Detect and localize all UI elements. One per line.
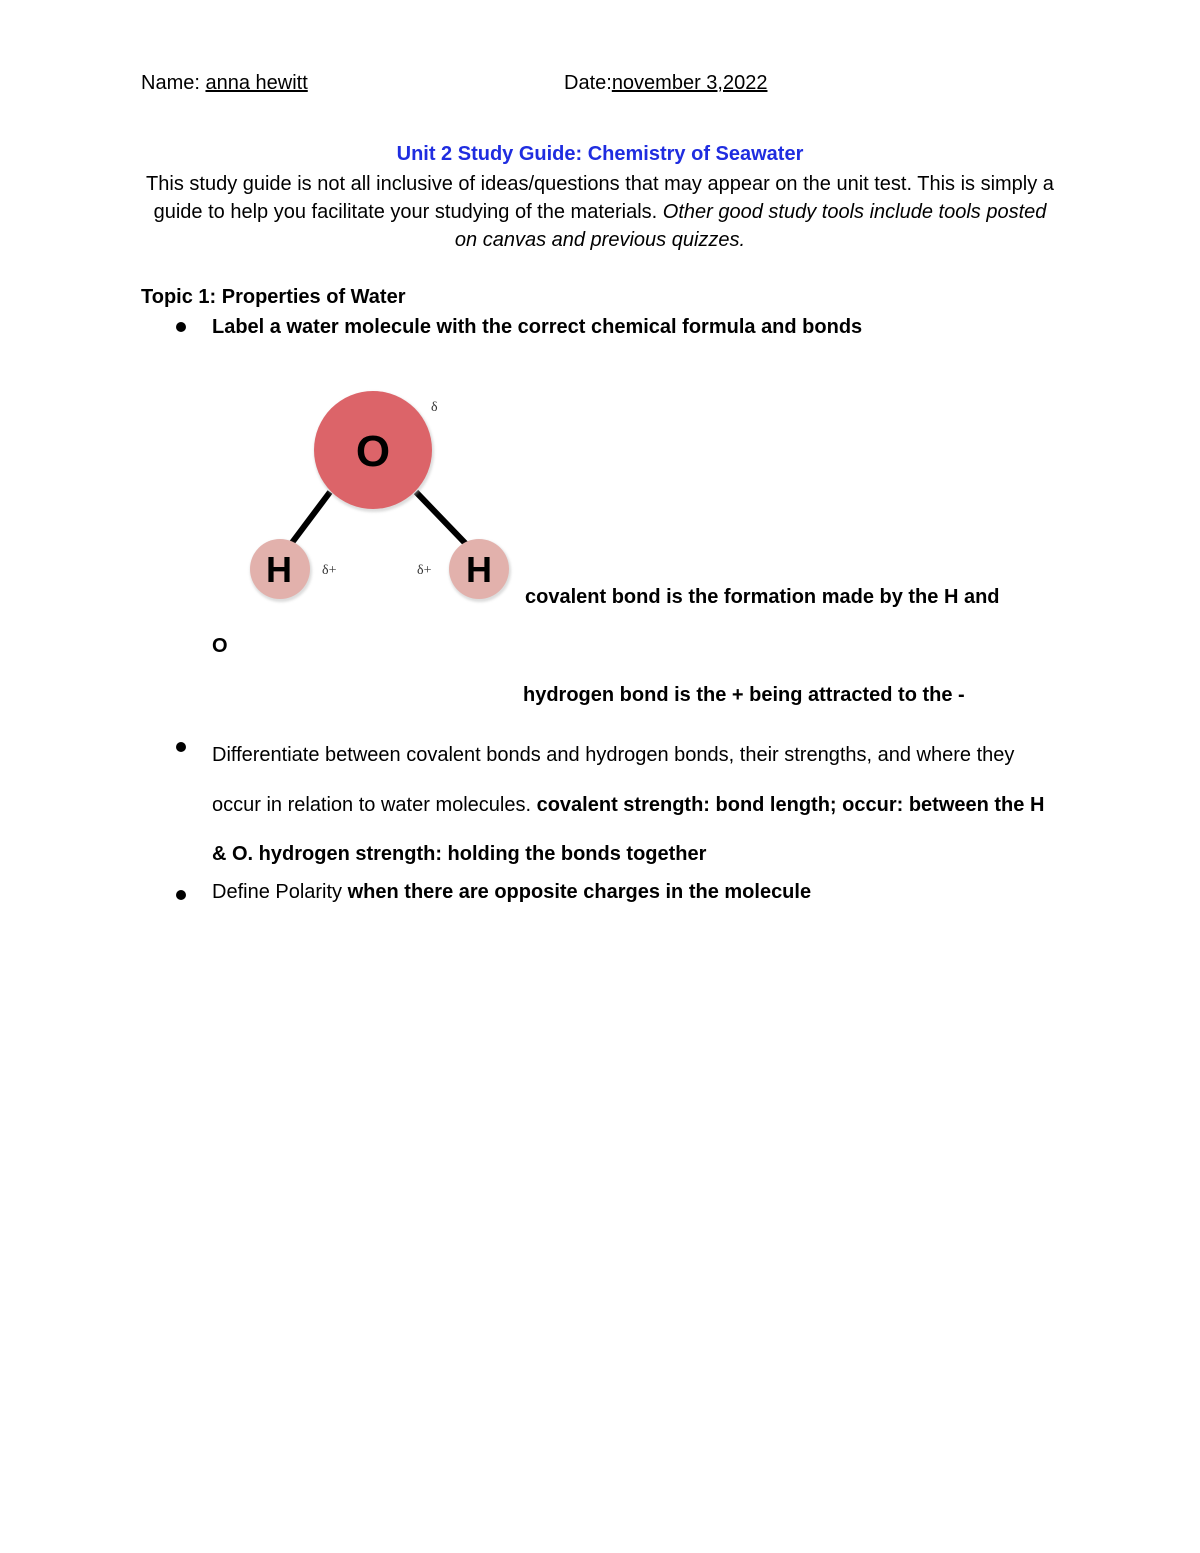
topic-heading: Topic 1: Properties of Water (141, 286, 406, 308)
bullet-icon (176, 890, 186, 900)
bullet-icon (176, 742, 186, 752)
differentiate-answer: covalent strength: bond length; occur: between the H & O. hydrogen strength: holding the bonds together (212, 793, 1045, 865)
bullet-item-define-polarity (212, 879, 811, 905)
bullet-icon (176, 322, 186, 332)
bond-right (416, 492, 466, 544)
oxygen-label: O (355, 427, 391, 476)
bullet-item-differentiate-bonds (212, 731, 1052, 880)
water-molecule-diagram (240, 380, 530, 605)
document-title: Unit 2 Study Guide: Chemistry of Seawater (396, 143, 804, 165)
hydrogen-left-label: H (266, 549, 292, 590)
date-line (564, 70, 767, 96)
intro-italic-text: Other good study tools include tools posted on canvas and previous quizzes. (454, 201, 1047, 251)
hydrogen-right-label: H (466, 549, 492, 590)
intro-paragraph (141, 170, 1059, 254)
student-name: anna hewitt (205, 72, 308, 94)
hydrogen-left-charge-label: δ+ (322, 563, 337, 578)
differentiate-question: Differentiate between covalent bonds and hydrogen bonds, their strengths, and where they occur in relation to water molecules. (212, 744, 1015, 816)
covalent-bond-answer: covalent bond is the formation made by the H and (525, 586, 1000, 608)
covalent-bond-answer-continued: O (212, 635, 228, 657)
intro-text: This study guide is not all inclusive of ideas/questions that may appear on the unit test. This is simply a guide to help you facilitate your studying of the materials. (146, 173, 1054, 223)
bond-left (288, 492, 330, 548)
name-label: Name: (141, 72, 206, 94)
date-label: Date: (564, 72, 612, 94)
bullet-item-label-molecule: Label a water molecule with the correct chemical formula and bonds (212, 316, 863, 338)
name-line (141, 70, 308, 96)
oxygen-charge-label: δ (431, 400, 438, 415)
hydrogen-bond-answer: hydrogen bond is the + being attracted to the - (523, 684, 965, 706)
polarity-question: Define Polarity (212, 881, 348, 903)
hydrogen-right-charge-label: δ+ (417, 563, 432, 578)
date-value: november 3,2022 (611, 72, 768, 94)
polarity-answer: when there are opposite charges in the molecule (347, 881, 812, 903)
